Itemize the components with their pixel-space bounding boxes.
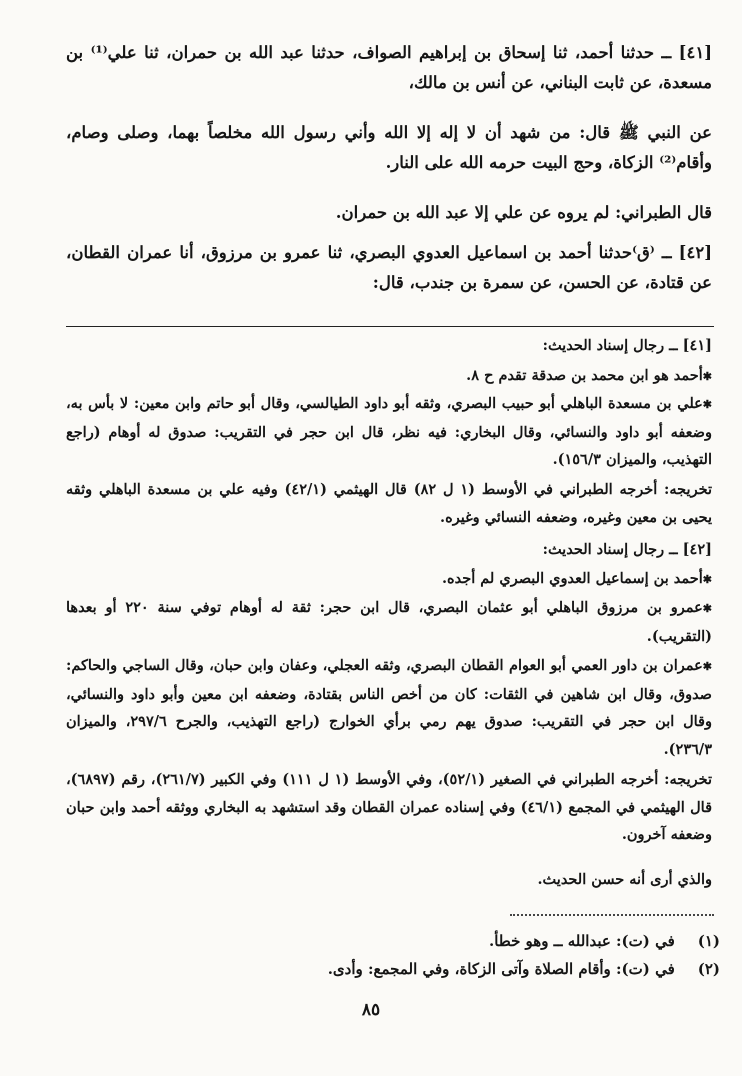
notes-42-narrator-1: ✱ أحمد بن إسماعيل العدوي البصري لم أجده. bbox=[66, 565, 712, 594]
separator-line bbox=[66, 326, 714, 327]
hadith-42-isnad: [٤٢] ــ ⁽ق⁾حدثنا أحمد بن اسماعيل العدوي البصري، ثنا عمرو بن مرزوق، أنا عمران القطان، عن قتادة، عن الحسن، عن سمرة بن جندب، قال: bbox=[66, 243, 712, 292]
notes-41-narrator-2: ✱ علي بن مسعدة الباهلي أبو حبيب البصري، وثقه أبو داود الطيالسي، وقال أبو حاتم وابن معين: لا بأس به، وضعفه أبو داود والنسائي، وقال البخاري: فيه نظر، قال ابن حجر في التقريب: صدوق له أوهام (راجع التهذيب، والميزان ١٥٦/٣). bbox=[66, 390, 712, 474]
notes-42-heading: [٤٢] ــ رجال إسناد الحديث: bbox=[542, 541, 712, 558]
footnote-marker: (١) bbox=[697, 932, 720, 950]
footnote-separator bbox=[510, 914, 714, 916]
footnote-text: في (ت): وأقام الصلاة وآتى الزكاة، وفي المجمع: وأدى. bbox=[327, 960, 675, 978]
hadith-41-isnad: [٤١] ــ حدثنا أحمد، ثنا إسحاق بن إبراهيم الصواف، حدثنا عبد الله بن حمران، ثنا علي⁽¹⁾ بن مسعدة، عن ثابت البناني، عن أنس بن مالك، bbox=[66, 43, 713, 92]
notes-42-narrator-3: ✱ عمران بن داور العمي أبو العوام القطان البصري، وثقه العجلي، وعفان وابن حبان، وقال الساجي والحاكم: صدوق، وقال ابن شاهين في الثقات: كان من أخص الناس بقتادة، وضعفه ابن معين وأبو داود والنسائي، وقال ابن حجر في التقريب: صدوق يهم رمي برأي الخوارج (راجع التهذيب، والجرح ٢٩٧/٦، والميزان ٢٣٦/٣). bbox=[66, 652, 712, 763]
hadith-41-matn: عن النبي ﷺ قال: من شهد أن لا إله إلا الله وأني رسول الله مخلصاً بهما، وصلى وصام، وأقام⁽²⁾ الزكاة، وحج البيت حرمه الله على النار. bbox=[66, 123, 712, 172]
footnote-1 bbox=[80, 928, 720, 954]
page-number: ٨٥ bbox=[361, 1000, 381, 1020]
footnote-marker: (٢) bbox=[697, 960, 720, 978]
tabarani-comment: قال الطبراني: لم يروه عن علي إلا عبد الله بن حمران. bbox=[335, 203, 712, 222]
notes-41-heading: [٤١] ــ رجال إسناد الحديث: bbox=[542, 337, 712, 354]
notes-42-narrator-2: ✱ عمرو بن مرزوق الباهلي أبو عثمان البصري، قال ابن حجر: ثقة له أوهام توفي سنة ٢٢٠ أو بعدها (التقريب). bbox=[66, 594, 712, 650]
footnote-2 bbox=[80, 956, 720, 982]
notes-41-takhrij: تخريجه: أخرجه الطبراني في الأوسط (١ ل ٨٢) قال الهيثمي (٤٢/١) وفيه علي بن مسعدة الباهلي وثقه يحيى بن معين وغيره، وضعفه النسائي وغيره. bbox=[66, 481, 712, 526]
footnote-text: في (ت): عبدالله ــ وهو خطأ. bbox=[488, 932, 675, 950]
notes-42-opinion: والذي أرى أنه حسن الحديث. bbox=[537, 871, 712, 888]
notes-41-narrator-1: ✱ أحمد هو ابن محمد بن صدقة تقدم ح ٨. bbox=[66, 362, 712, 391]
notes-42-takhrij: تخريجه: أخرجه الطبراني في الصغير (٥٢/١)، وفي الأوسط (١ ل ١١١) وفي الكبير (٢٦١/٧)، رقم (٦٨٩٧)، قال الهيثمي في المجمع (٤٦/١) وفي إسناده عمران القطان وقد استشهد به البخاري ووثقه أحمد وابن حبان وضعفه آخرون. bbox=[66, 771, 713, 843]
